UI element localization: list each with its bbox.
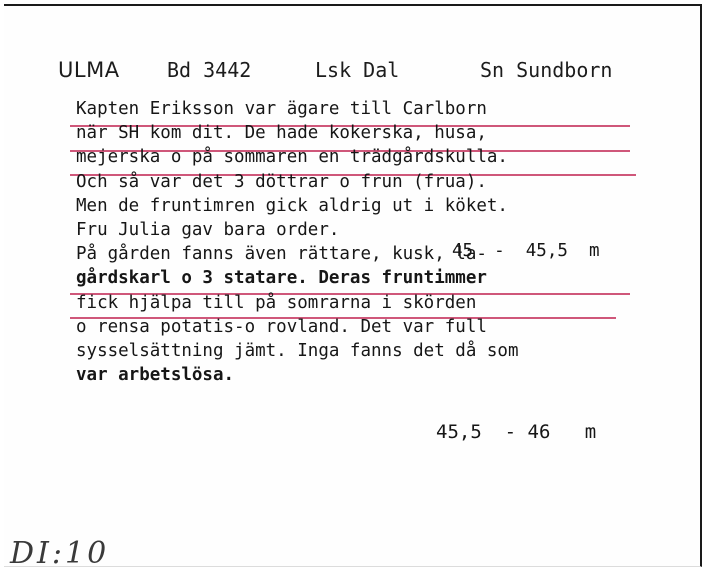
archive-name: ULMA xyxy=(58,58,120,82)
text-line: Fru Julia gav bara order. xyxy=(76,219,340,240)
text-line: sysselsättning jämt. Inga fanns det då som xyxy=(76,340,519,361)
county-name: Lsk Dal xyxy=(315,58,400,82)
volume-number: Bd 3442 xyxy=(167,58,252,82)
parish-name: Sn Sundborn xyxy=(480,58,613,82)
text-line: Kapten Eriksson var ägare till Carlborn xyxy=(76,99,487,119)
text-line: när SH kom dit. De hade kokerska, husa, xyxy=(76,123,487,144)
text-line: Och så var det 3 döttrar o frun (frua). xyxy=(76,171,487,192)
text-line: var arbetslösa. xyxy=(76,365,235,386)
text-line: Men de fruntimren gick aldrig ut i köket. xyxy=(76,195,508,216)
tape-range-second: 45,5 - 46 m xyxy=(436,421,597,443)
handwritten-card-id: DI:10 xyxy=(10,536,110,571)
text-line: På gården fanns även rättare, kusk, la- xyxy=(76,244,487,265)
tape-range-first: 45 - 45,5 m xyxy=(452,241,600,261)
text-line: gårdskarl o 3 statare. Deras fruntimmer xyxy=(76,268,487,289)
text-line: o rensa potatis-o rovland. Det var full xyxy=(76,316,487,337)
text-line: mejerska o på sommaren en trädgårdskulla. xyxy=(76,147,508,168)
text-line: fick hjälpa till på somrarna i skörden xyxy=(76,292,477,313)
